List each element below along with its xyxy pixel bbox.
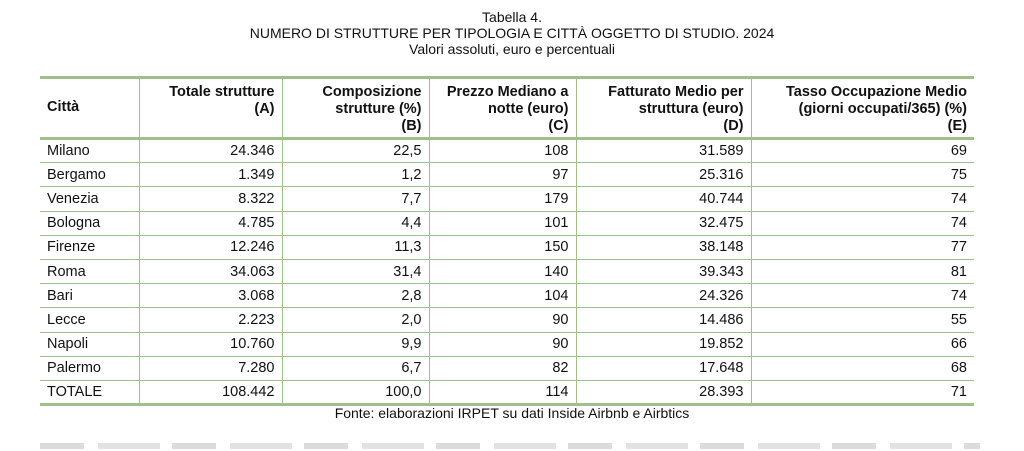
cell-prezzo-mediano: 150 xyxy=(429,235,576,259)
header-tasso-occupazione xyxy=(751,78,974,139)
header-line: strutture (%) xyxy=(335,101,422,117)
cell-city: Firenze xyxy=(47,239,96,256)
cell-composizione: 11,3 xyxy=(282,235,429,259)
cell-city: Venezia xyxy=(47,190,99,207)
cell-tasso-occupazione: 74 xyxy=(751,284,974,308)
cell-tasso-occupazione: 74 xyxy=(751,211,974,235)
header-line: (A) xyxy=(254,101,275,117)
header-line: Composizione xyxy=(322,84,422,100)
cell-composizione: 31,4 xyxy=(282,259,429,283)
cell-tasso-occupazione: 71 xyxy=(751,380,974,404)
header-line: Fatturato Medio per xyxy=(608,84,744,100)
cell-fatturato-medio: 31.589 xyxy=(576,139,751,163)
cell-totale-strutture: 108.442 xyxy=(139,380,282,404)
cell-tasso-occupazione: 74 xyxy=(751,187,974,211)
cell-totale-strutture: 24.346 xyxy=(139,139,282,163)
header-line: (B) xyxy=(401,118,422,134)
cell-composizione: 6,7 xyxy=(282,356,429,380)
header-fatturato-medio xyxy=(576,78,751,139)
cell-tasso-occupazione: 55 xyxy=(751,308,974,332)
header-line: notte (euro) xyxy=(487,101,569,117)
cell-fatturato-medio: 32.475 xyxy=(576,211,751,235)
header-citta-label: Città xyxy=(47,98,80,115)
cell-city: Napoli xyxy=(47,336,89,353)
cell-city: Bologna xyxy=(47,215,101,232)
cell-prezzo-mediano: 90 xyxy=(429,308,576,332)
cell-composizione: 9,9 xyxy=(282,332,429,356)
cell-totale-strutture: 7.280 xyxy=(139,356,282,380)
table-header-row xyxy=(40,78,974,139)
cell-prezzo-mediano: 101 xyxy=(429,211,576,235)
table-row xyxy=(40,211,974,235)
cell-city: Lecce xyxy=(47,311,86,328)
cell-totale-strutture: 4.785 xyxy=(139,211,282,235)
cell-totale-strutture: 34.063 xyxy=(139,259,282,283)
header-prezzo-mediano xyxy=(429,78,576,139)
header-line: (D) xyxy=(723,118,744,134)
cell-totale-strutture: 8.322 xyxy=(139,187,282,211)
header-line: (giorni occupati/365) (%) xyxy=(798,101,967,117)
cell-tasso-occupazione: 69 xyxy=(751,139,974,163)
header-line: Totale strutture xyxy=(169,84,275,100)
table-row xyxy=(40,308,974,332)
cell-composizione: 1,2 xyxy=(282,163,429,187)
cell-fatturato-medio: 17.648 xyxy=(576,356,751,380)
cell-fatturato-medio: 38.148 xyxy=(576,235,751,259)
cell-tasso-occupazione: 81 xyxy=(751,259,974,283)
cell-prezzo-mediano: 140 xyxy=(429,259,576,283)
header-line: Tasso Occupazione Medio xyxy=(785,84,967,100)
table-row xyxy=(40,163,974,187)
header-composizione xyxy=(282,78,429,139)
cell-composizione: 2,8 xyxy=(282,284,429,308)
table-row xyxy=(40,356,974,380)
cell-totale-strutture: 2.223 xyxy=(139,308,282,332)
cell-totale-strutture: 10.760 xyxy=(139,332,282,356)
table-row-total xyxy=(40,380,974,404)
cell-prezzo-mediano: 179 xyxy=(429,187,576,211)
table-row xyxy=(40,284,974,308)
cell-totale-strutture: 12.246 xyxy=(139,235,282,259)
header-line: Prezzo Mediano a xyxy=(446,84,569,100)
cell-tasso-occupazione: 75 xyxy=(751,163,974,187)
cell-composizione: 22,5 xyxy=(282,139,429,163)
table-row xyxy=(40,139,974,163)
cell-fatturato-medio: 28.393 xyxy=(576,380,751,404)
cell-prezzo-mediano: 104 xyxy=(429,284,576,308)
table-row xyxy=(40,259,974,283)
header-totale-strutture xyxy=(139,78,282,139)
cell-composizione: 100,0 xyxy=(282,380,429,404)
cell-totale-strutture: 1.349 xyxy=(139,163,282,187)
table-caption-number: Tabella 4. xyxy=(482,9,542,25)
cell-fatturato-medio: 14.486 xyxy=(576,308,751,332)
cell-prezzo-mediano: 114 xyxy=(429,380,576,404)
cell-fatturato-medio: 19.852 xyxy=(576,332,751,356)
cell-city: Milano xyxy=(47,143,90,160)
cell-city: TOTALE xyxy=(47,383,103,400)
cell-prezzo-mediano: 90 xyxy=(429,332,576,356)
cell-tasso-occupazione: 66 xyxy=(751,332,974,356)
cut-off-text-line xyxy=(40,443,980,449)
cell-fatturato-medio: 40.744 xyxy=(576,187,751,211)
cell-city: Bergamo xyxy=(47,166,106,183)
cell-totale-strutture: 3.068 xyxy=(139,284,282,308)
cell-composizione: 4,4 xyxy=(282,211,429,235)
table-row xyxy=(40,187,974,211)
data-table xyxy=(40,76,974,406)
table-source: Fonte: elaborazioni IRPET su dati Inside Airbnb e Airbtics xyxy=(334,405,690,421)
cell-composizione: 7,7 xyxy=(282,187,429,211)
cell-city: Bari xyxy=(47,287,73,304)
cell-tasso-occupazione: 68 xyxy=(751,356,974,380)
cell-fatturato-medio: 39.343 xyxy=(576,259,751,283)
cell-prezzo-mediano: 82 xyxy=(429,356,576,380)
cell-city: Roma xyxy=(47,263,86,280)
cell-prezzo-mediano: 97 xyxy=(429,163,576,187)
header-line xyxy=(147,118,275,135)
cell-city: Palermo xyxy=(47,360,101,377)
header-line: (E) xyxy=(947,118,967,134)
cell-composizione: 2,0 xyxy=(282,308,429,332)
header-citta xyxy=(40,78,139,139)
cell-fatturato-medio: 25.316 xyxy=(576,163,751,187)
cell-fatturato-medio: 24.326 xyxy=(576,284,751,308)
cell-prezzo-mediano: 108 xyxy=(429,139,576,163)
header-line: struttura (euro) xyxy=(638,101,744,117)
cell-tasso-occupazione: 77 xyxy=(751,235,974,259)
table-units: Valori assoluti, euro e percentuali xyxy=(409,41,615,57)
header-line: (C) xyxy=(548,118,569,134)
table-row xyxy=(40,235,974,259)
table-title: NUMERO DI STRUTTURE PER TIPOLOGIA E CITTÀ OGGETTO DI STUDIO. 2024 xyxy=(249,25,775,41)
table-row xyxy=(40,332,974,356)
